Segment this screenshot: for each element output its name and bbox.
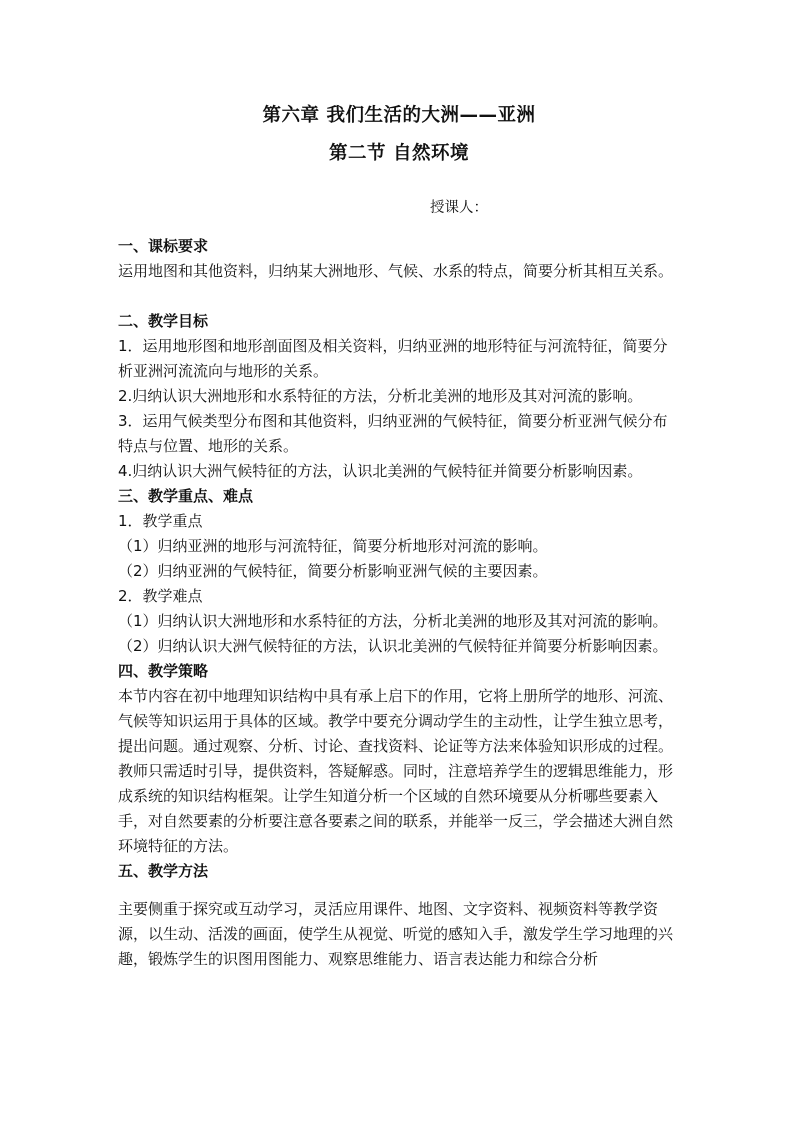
chapter-title: 第六章 我们生活的大洲——亚洲 [262, 105, 536, 126]
list-item: （1）归纳亚洲的地形与河流特征，简要分析地形对河流的影响。 [118, 537, 548, 555]
section-title: 第二节 自然环境 [329, 143, 469, 164]
list-item: （2）归纳认识大洲气候特征的方法，认识北美洲的气候特征并简要分析影响因素。 [118, 637, 668, 655]
list-item: 1．运用地形图和地形剖面图及相关资料，归纳亚洲的地形特征与河流特征，简要分析亚洲河流流向与地形的关系。 [118, 337, 668, 380]
list-item: （2）归纳亚洲的气候特征，简要分析影响亚洲气候的主要因素。 [118, 562, 548, 580]
section-curriculum-requirements [118, 234, 680, 284]
section-teaching-methods [118, 859, 680, 972]
lecturer-label: 授课人： [430, 200, 488, 216]
section-heading: 二、教学目标 [118, 312, 209, 330]
section-body: 主要侧重于探究或互动学习，灵活应用课件、地图、文字资料、视频资料等教学资源，以生动、活泼的画面，使学生从视觉、听觉的感知入手，激发学生学习地理的兴趣，锻炼学生的识图用图能力、观察思维能力、语言表达能力和综合分析 [118, 900, 674, 968]
section-teaching-objectives [118, 309, 680, 484]
document-page [118, 102, 680, 972]
section-heading: 四、教学策略 [118, 662, 209, 680]
list-item: 4.归纳认识大洲气候特征的方法，认识北美洲的气候特征并简要分析影响因素。 [118, 462, 643, 480]
list-item: （1）归纳认识大洲地形和水系特征的方法，分析北美洲的地形及其对河流的影响。 [118, 612, 668, 630]
section-heading: 一、课标要求 [118, 237, 209, 255]
list-item: 2.归纳认识大洲地形和水系特征的方法，分析北美洲的地形及其对河流的影响。 [118, 387, 643, 405]
section-heading: 三、教学重点、难点 [118, 487, 254, 505]
subsection-label: 1．教学重点 [118, 512, 203, 530]
list-item: 3．运用气候类型分布图和其他资料，归纳亚洲的气候特征，简要分析亚洲气候分布特点与位置、地形的关系。 [118, 412, 668, 455]
section-key-difficult-points [118, 484, 680, 659]
section-heading: 五、教学方法 [118, 862, 209, 880]
section-body: 本节内容在初中地理知识结构中具有承上启下的作用，它将上册所学的地形、河流、气候等知识运用于具体的区域。教学中要充分调动学生的主动性，让学生独立思考，提出问题。通过观察、分析、讨论、查找资料、论证等方法来体验知识形成的过程。教师只需适时引导，提供资料，答疑解惑。同时，注意培养学生的逻辑思维能力，形成系统的知识结构框架。让学生知道分析一个区域的自然环境要从分析哪些要素入手，对自然要素的分析要注意各要素之间的联系，并能举一反三，学会描述大洲自然环境特征的方法。 [118, 687, 674, 855]
subsection-label: 2．教学难点 [118, 587, 203, 605]
section-body: 运用地图和其他资料，归纳某大洲地形、气候、水系的特点，简要分析其相互关系。 [118, 262, 674, 280]
section-teaching-strategy [118, 659, 680, 859]
